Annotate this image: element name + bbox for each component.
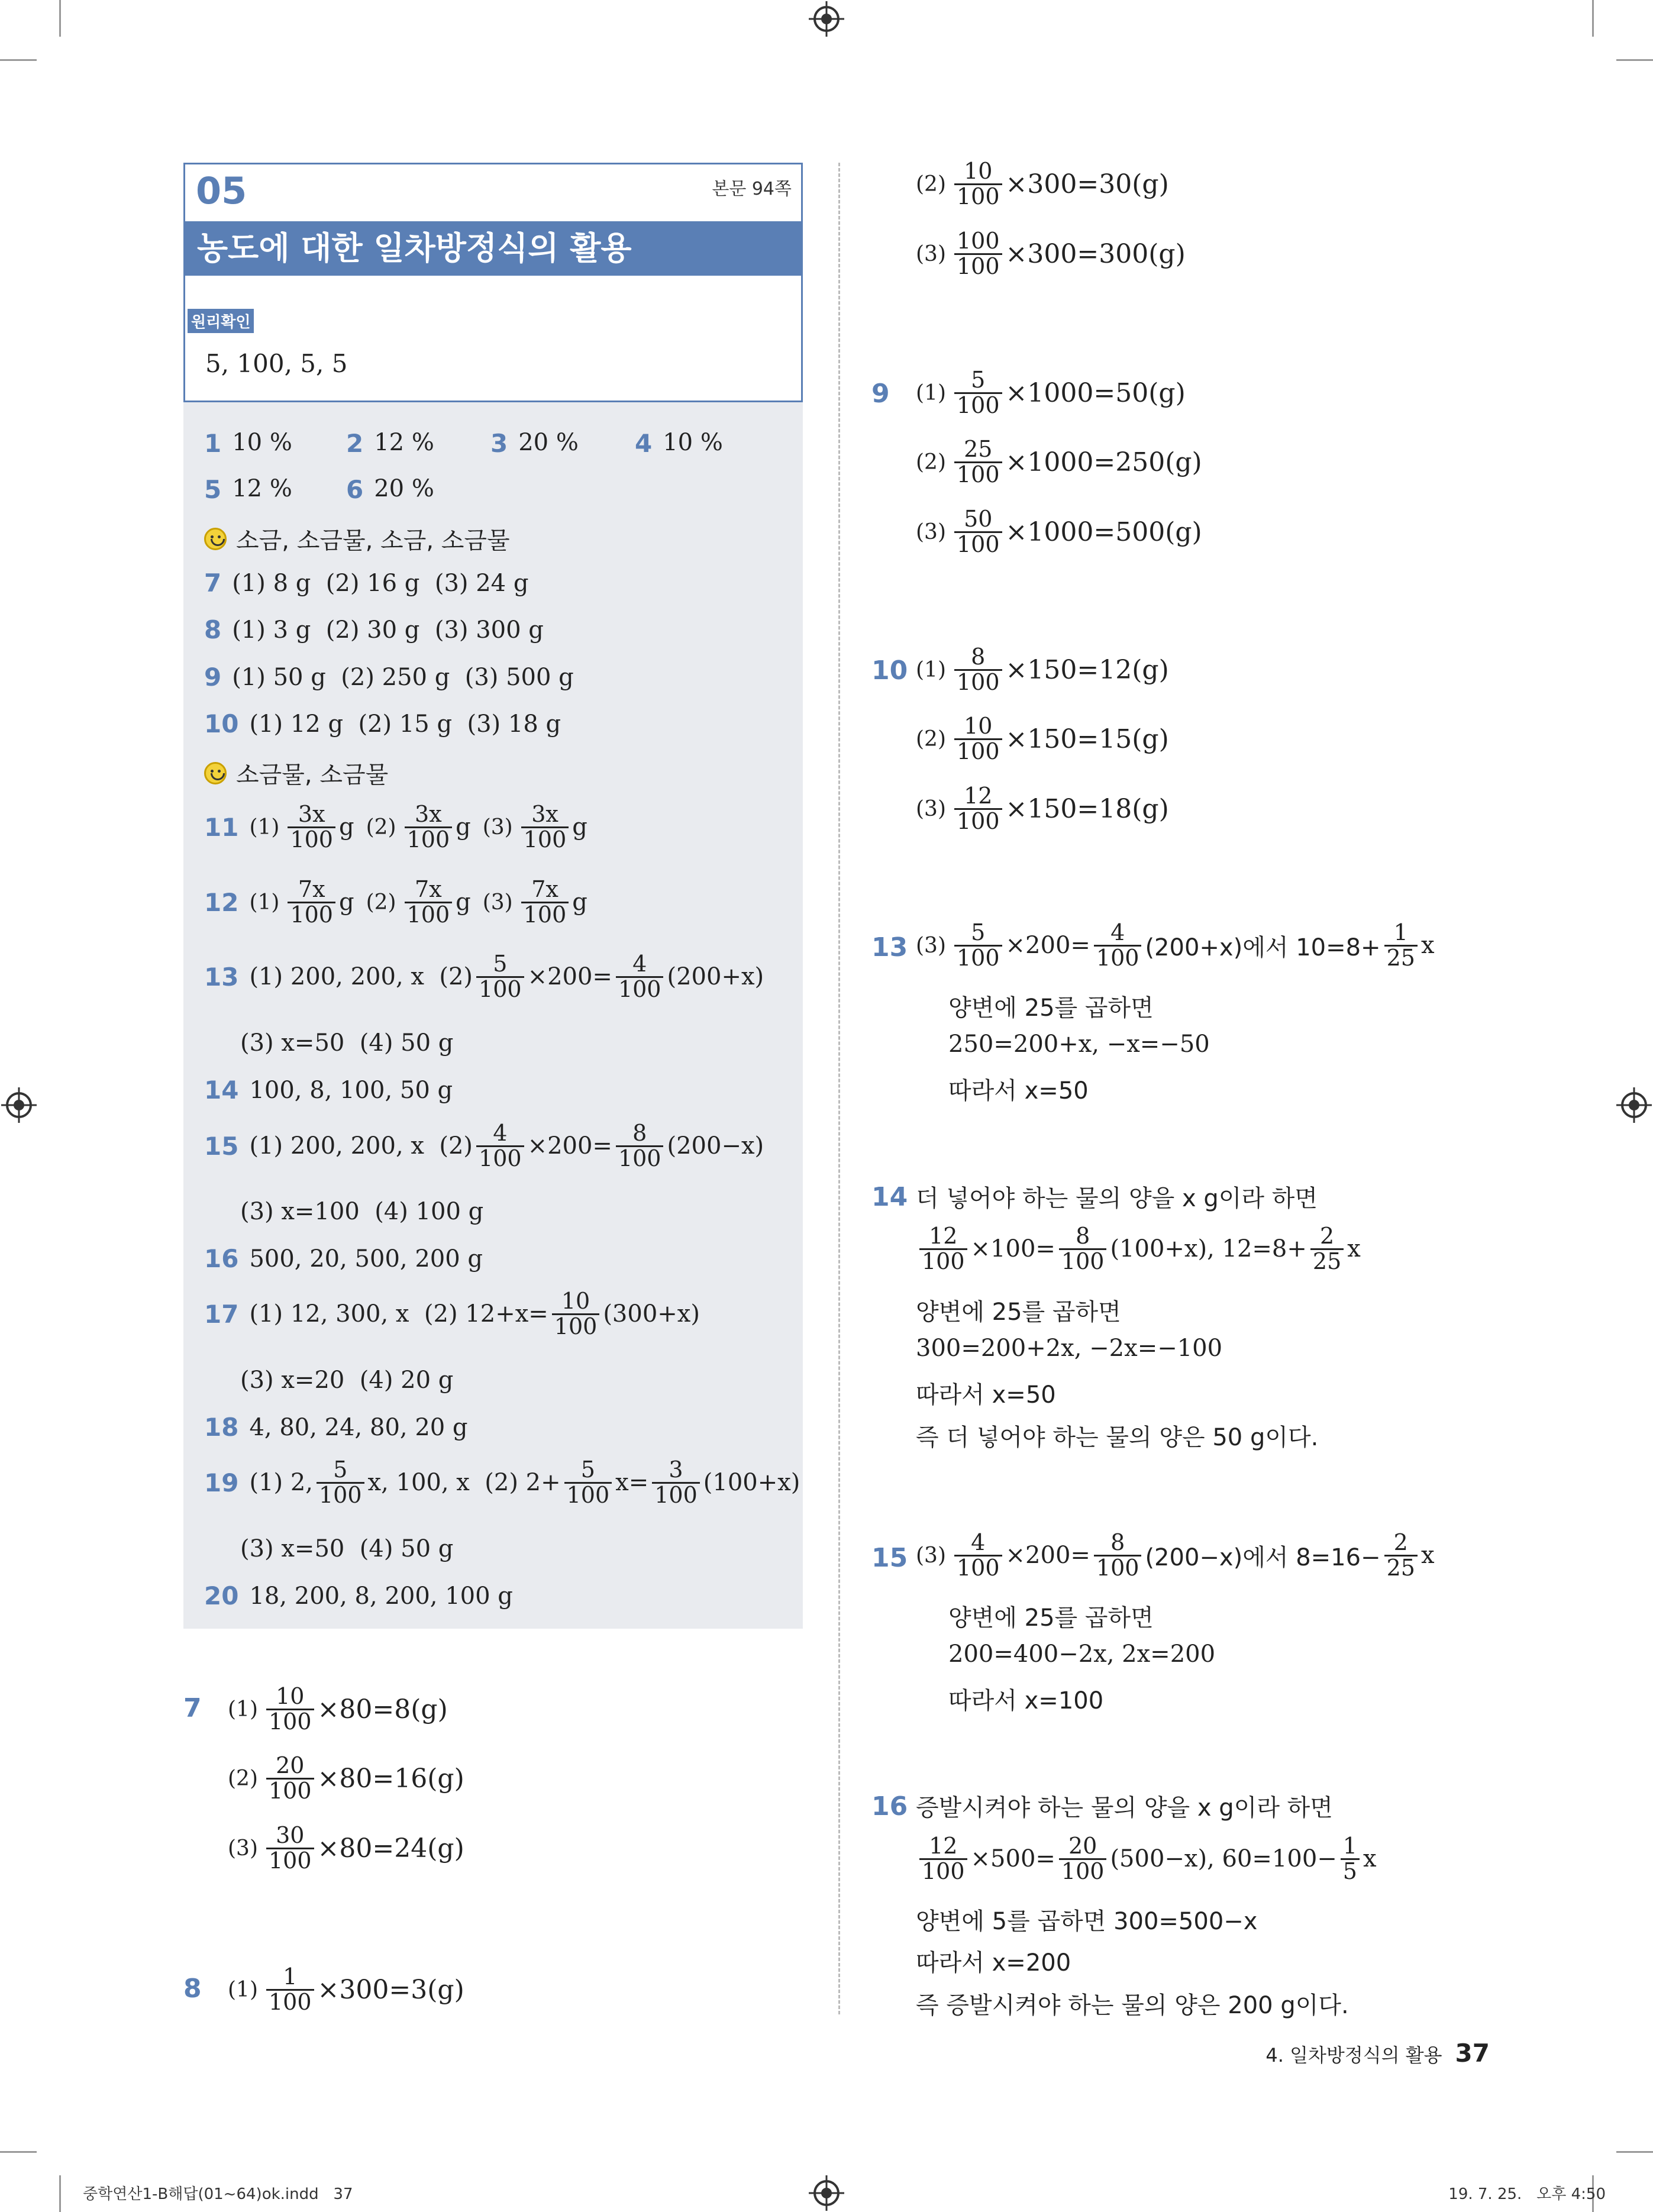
solution-15-line-2: 200=400−2x, 2x=200 xyxy=(948,1641,1216,1668)
chapter-footer: 4. 일차방정식의 활용 37 xyxy=(1265,2039,1490,2068)
file-info: 중학연산1-B해답(01~64)ok.indd 37 xyxy=(83,2185,353,2203)
fraction: $\frac{1}{5}$ xyxy=(1341,1835,1360,1884)
fraction: $\frac{8}{100}$ xyxy=(616,1122,664,1171)
solution-7-row-1: (1) $\frac{10}{100}$ ×80=8(g) xyxy=(228,1683,448,1735)
answer-20: 20 18, 200, 8, 200, 100 g xyxy=(204,1581,513,1610)
smile-icon xyxy=(204,762,227,784)
solution-13-line-2: 250=200+x, −x=−50 xyxy=(948,1031,1210,1058)
solution-9-number: 9 xyxy=(871,379,890,409)
fraction: $\frac{2}{25}$ xyxy=(1384,1531,1418,1580)
section-number: 05 xyxy=(196,169,247,212)
fraction: $\frac{50}{100}$ xyxy=(954,508,1002,557)
answer-smile-2: 소금물, 소금물 xyxy=(204,756,388,790)
fraction: $\frac{7x}{100}$ xyxy=(405,878,453,927)
solution-14-number: 14 xyxy=(871,1182,908,1212)
solution-14-line-2: 300=200+2x, −2x=−100 xyxy=(916,1335,1223,1362)
answer-18: 18 4, 80, 24, 80, 20 g xyxy=(204,1413,468,1442)
solution-15-line-3: 따라서 x=100 xyxy=(948,1687,1104,1714)
registration-mark-icon xyxy=(813,2180,840,2206)
fraction: $\frac{30}{100}$ xyxy=(266,1824,314,1873)
section-title: 농도에 대한 일차방정식의 활용 xyxy=(185,221,801,276)
column-divider xyxy=(838,163,840,2014)
crop-mark xyxy=(0,2151,37,2153)
crop-mark xyxy=(1616,2151,1653,2153)
page-reference: 본문 94쪽 xyxy=(712,179,792,199)
solution-14-line-1: 양변에 25를 곱하면 xyxy=(916,1299,1121,1326)
fraction: $\frac{5}{100}$ xyxy=(954,921,1002,970)
crop-mark xyxy=(1592,0,1594,37)
solution-8-row-3: (3) $\frac{100}{100}$ ×300=300(g) xyxy=(916,228,1186,279)
principle-answer: 5, 100, 5, 5 xyxy=(205,349,348,378)
answer-15-line-2: (3) x=100 (4) 100 g xyxy=(240,1198,484,1225)
fraction: $\frac{10}{100}$ xyxy=(552,1290,600,1339)
smile-icon xyxy=(204,528,227,550)
fraction: $\frac{3x}{100}$ xyxy=(288,803,335,852)
answer-12: 12 (1) $\frac{7x}{100}$ g (2) $\frac{7x}{100}$ g (3) $\frac{7x}{100}$ g xyxy=(204,876,587,928)
answer-15: 15 (1) 200, 200, x (2) $\frac{4}{100}$ ×200= $\frac{8}{100}$ (200−x) xyxy=(204,1120,764,1171)
solution-9-row-3: (3) $\frac{50}{100}$ ×1000=500(g) xyxy=(916,506,1202,557)
solution-13-number: 13 xyxy=(871,932,908,963)
fraction: $\frac{20}{100}$ xyxy=(1059,1835,1107,1884)
solution-16-number: 16 xyxy=(871,1791,908,1822)
crop-mark xyxy=(59,0,61,37)
solution-9-row-2: (2) $\frac{25}{100}$ ×1000=250(g) xyxy=(916,436,1202,487)
solution-7-row-3: (3) $\frac{30}{100}$ ×80=24(g) xyxy=(228,1822,464,1874)
answer-17-line-2: (3) x=20 (4) 20 g xyxy=(240,1367,454,1394)
solution-9-row-1: (1) $\frac{5}{100}$ ×1000=50(g) xyxy=(916,367,1186,418)
solution-8-number: 8 xyxy=(183,1974,202,2004)
fraction: $\frac{4}{100}$ xyxy=(954,1531,1002,1580)
fraction: $\frac{10}{100}$ xyxy=(954,715,1002,764)
fraction: $\frac{12}{100}$ xyxy=(919,1835,967,1884)
answer-17: 17 (1) 12, 300, x (2) 12+x= $\frac{10}{100}$ (300+x) xyxy=(204,1288,700,1339)
answer-row-1: 1 10 % 2 12 % 3 20 % 4 10 % xyxy=(204,429,723,458)
crop-mark xyxy=(59,2175,61,2212)
fraction: $\frac{4}{100}$ xyxy=(476,1122,524,1171)
answer-16: 16 500, 20, 500, 200 g xyxy=(204,1244,483,1273)
fraction: $\frac{7x}{100}$ xyxy=(288,878,335,927)
answer-7: 7 (1) 8 g (2) 16 g (3) 24 g xyxy=(204,569,529,598)
answer-9: 9 (1) 50 g (2) 250 g (3) 500 g xyxy=(204,663,574,692)
answer-19: 19 (1) 2, $\frac{5}{100}$ x, 100, x (2) 2+ $\frac{5}{100}$ x= $\frac{3}{100}$ (100+x) xyxy=(204,1457,800,1508)
fraction: $\frac{12}{100}$ xyxy=(954,784,1002,834)
fraction: $\frac{12}{100}$ xyxy=(919,1225,967,1274)
fraction: $\frac{8}{100}$ xyxy=(1059,1225,1107,1274)
solution-16-line-2: 따라서 x=200 xyxy=(916,1949,1071,1977)
fraction: $\frac{100}{100}$ xyxy=(954,230,1002,279)
answer-10: 10 (1) 12 g (2) 15 g (3) 18 g xyxy=(204,709,561,738)
solution-15-number: 15 xyxy=(871,1543,908,1573)
fraction: $\frac{10}{100}$ xyxy=(266,1685,314,1734)
fraction: $\frac{3x}{100}$ xyxy=(521,803,569,852)
fraction: $\frac{3}{100}$ xyxy=(652,1458,700,1507)
answer-11: 11 (1) $\frac{3x}{100}$ g (2) $\frac{3x}{100}$ g (3) $\frac{3x}{100}$ g xyxy=(204,801,587,852)
solution-15-equation: (3) $\frac{4}{100}$ ×200= $\frac{8}{100}$ (200−x)에서 8=16− $\frac{2}{25}$ x xyxy=(916,1529,1435,1581)
solution-14-intro: 더 넣어야 하는 물의 양을 x g이라 하면 xyxy=(916,1185,1318,1212)
registration-mark-icon xyxy=(1621,1092,1647,1118)
answer-14: 14 100, 8, 100, 50 g xyxy=(204,1076,453,1105)
fraction: $\frac{5}{100}$ xyxy=(564,1458,612,1507)
answer-19-line-2: (3) x=50 (4) 50 g xyxy=(240,1535,454,1562)
solution-7-number: 7 xyxy=(183,1693,202,1723)
solution-10-number: 10 xyxy=(871,655,908,686)
solution-16-equation: $\frac{12}{100}$ ×500= $\frac{20}{100}$ (500−x), 60=100− $\frac{1}{5}$ x xyxy=(916,1835,1377,1884)
solution-8-row-1: (1) $\frac{1}{100}$ ×300=3(g) xyxy=(228,1964,464,2015)
solution-13-equation: (3) $\frac{5}{100}$ ×200= $\frac{4}{100}$ (200+x)에서 10=8+ $\frac{1}{25}$ x xyxy=(916,919,1435,971)
registration-mark-icon xyxy=(6,1092,32,1118)
fraction: $\frac{3x}{100}$ xyxy=(405,803,453,852)
solution-14-line-3: 따라서 x=50 xyxy=(916,1381,1056,1409)
registration-mark-icon xyxy=(813,6,840,32)
page-number: 37 xyxy=(1455,2039,1490,2068)
solution-15-line-1: 양변에 25를 곱하면 xyxy=(948,1604,1154,1632)
answer-13-line-2: (3) x=50 (4) 50 g xyxy=(240,1029,454,1057)
solution-10-row-1: (1) $\frac{8}{100}$ ×150=12(g) xyxy=(916,644,1169,695)
fraction: $\frac{5}{100}$ xyxy=(954,369,1002,418)
fraction: $\frac{5}{100}$ xyxy=(476,952,524,1002)
fraction: $\frac{20}{100}$ xyxy=(266,1754,314,1803)
fraction: $\frac{8}{100}$ xyxy=(954,645,1002,695)
principle-label: 원리확인 xyxy=(188,309,254,333)
section-header xyxy=(183,163,803,402)
fraction: $\frac{4}{100}$ xyxy=(616,952,664,1002)
fraction: $\frac{5}{100}$ xyxy=(317,1458,364,1507)
fraction: $\frac{8}{100}$ xyxy=(1094,1531,1142,1580)
answer-13: 13 (1) 200, 200, x (2) $\frac{5}{100}$ ×200= $\frac{4}{100}$ (200+x) xyxy=(204,951,764,1002)
crop-mark xyxy=(0,59,37,61)
answer-row-2: 5 12 % 6 20 % xyxy=(204,475,434,504)
answer-smile-1: 소금, 소금물, 소금, 소금물 xyxy=(204,522,510,556)
solution-13-line-3: 따라서 x=50 xyxy=(948,1077,1089,1105)
solution-7-row-2: (2) $\frac{20}{100}$ ×80=16(g) xyxy=(228,1752,464,1804)
solution-16-line-3: 즉 증발시켜야 하는 물의 양은 200 g이다. xyxy=(916,1992,1349,2019)
solution-10-row-3: (3) $\frac{12}{100}$ ×150=18(g) xyxy=(916,783,1169,834)
solution-16-intro: 증발시켜야 하는 물의 양을 x g이라 하면 xyxy=(916,1794,1333,1822)
solution-14-equation: $\frac{12}{100}$ ×100= $\frac{8}{100}$ (100+x), 12=8+ $\frac{2}{25}$ x xyxy=(916,1225,1361,1274)
solution-13-line-1: 양변에 25를 곱하면 xyxy=(948,994,1154,1022)
solution-10-row-2: (2) $\frac{10}{100}$ ×150=15(g) xyxy=(916,713,1169,764)
solution-16-line-1: 양변에 5를 곱하면 300=500−x xyxy=(916,1908,1258,1935)
fraction: $\frac{10}{100}$ xyxy=(954,160,1002,209)
fraction: $\frac{1}{100}$ xyxy=(266,1965,314,2014)
fraction: $\frac{4}{100}$ xyxy=(1094,921,1142,970)
fraction: $\frac{7x}{100}$ xyxy=(521,878,569,927)
solution-8-row-2: (2) $\frac{10}{100}$ ×300=30(g) xyxy=(916,158,1169,209)
crop-mark xyxy=(1616,59,1653,61)
fraction: $\frac{1}{25}$ xyxy=(1384,921,1418,970)
fraction: $\frac{2}{25}$ xyxy=(1310,1225,1344,1274)
answer-8: 8 (1) 3 g (2) 30 g (3) 300 g xyxy=(204,615,544,644)
print-date: 19. 7. 25. 오후 4:50 xyxy=(1448,2185,1606,2203)
fraction: $\frac{25}{100}$ xyxy=(954,438,1002,487)
solution-14-line-4: 즉 더 넣어야 하는 물의 양은 50 g이다. xyxy=(916,1424,1319,1451)
